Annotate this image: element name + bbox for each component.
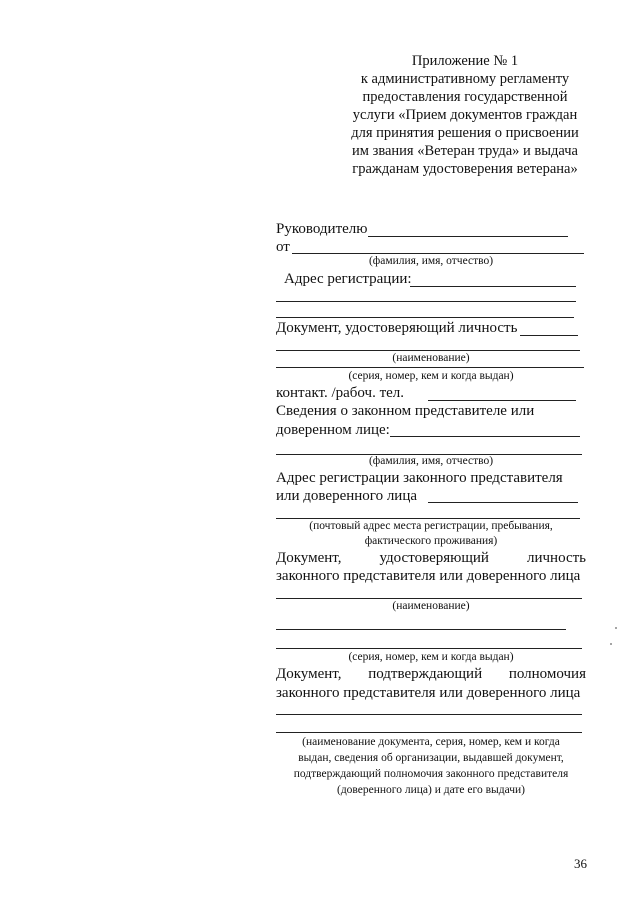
rep-info-label: Сведения о законном представителе или xyxy=(276,403,535,419)
header-line: услуги «Прием документов граждан xyxy=(352,107,578,123)
rep-address-line[interactable] xyxy=(428,502,578,503)
caption-fio-2: (фамилия, имя, отчество) xyxy=(368,455,494,467)
caption-postal-2: фактического проживания) xyxy=(364,535,498,547)
word: Документ, xyxy=(276,666,342,682)
auth-doc-line[interactable] xyxy=(276,714,582,715)
caption-auth-4: (доверенного лица) и дате его выдачи) xyxy=(337,784,525,796)
rep-id-doc-label-2: законного представителя или доверенного лица xyxy=(276,568,581,584)
caption-postal: (почтовый адрес места регистрации, пребывания, xyxy=(309,520,553,532)
word: личность xyxy=(526,550,586,566)
auth-doc-label xyxy=(276,666,586,683)
rep-address-line-2[interactable] xyxy=(276,518,580,519)
caption-auth-2: выдан, сведения об организации, выдавшей документ, xyxy=(298,752,564,764)
reg-address-line-3[interactable] xyxy=(276,317,574,318)
id-doc-line-2[interactable] xyxy=(276,350,580,351)
header-line: для принятия решения о присвоении xyxy=(351,125,579,141)
page-number: 36 xyxy=(574,856,587,871)
id-series-line[interactable] xyxy=(276,367,584,368)
caption-auth: (наименование документа, серия, номер, кем и когда xyxy=(302,736,560,748)
reg-address-label: Адрес регистрации: xyxy=(284,271,412,287)
word: Документ, xyxy=(276,550,342,566)
from-line[interactable] xyxy=(292,253,584,254)
caption-series-2: (серия, номер, кем и когда выдан) xyxy=(348,651,514,663)
word: подтверждающий xyxy=(368,666,483,682)
rep-id-series-line-2[interactable] xyxy=(276,648,582,649)
to-head-label: Руководителю xyxy=(276,221,368,237)
id-doc-label: Документ, удостоверяющий личность xyxy=(276,320,518,336)
caption-series: (серия, номер, кем и когда выдан) xyxy=(348,370,514,382)
word: полномочия xyxy=(508,666,586,682)
id-doc-line[interactable] xyxy=(520,335,578,336)
auth-doc-line-2[interactable] xyxy=(276,732,582,733)
rep-address-label: Адрес регистрации законного представителя xyxy=(276,470,563,486)
phone-label: контакт. /рабоч. тел. xyxy=(276,385,405,401)
caption-auth-3: подтверждающий полномочия законного представителя xyxy=(293,768,569,780)
phone-line[interactable] xyxy=(428,400,576,401)
header-line: предоставления государственной xyxy=(362,89,568,105)
header-line: гражданам удостоверения ветерана» xyxy=(352,161,578,177)
rep-address-label-2: или доверенного лица xyxy=(276,488,418,504)
caption-fio: (фамилия, имя, отчество) xyxy=(368,255,494,267)
header-line: Приложение № 1 xyxy=(411,53,519,69)
header-line: им звания «Ветеран труда» и выдача xyxy=(352,143,578,159)
rep-id-doc-label xyxy=(276,550,586,567)
appendix-header xyxy=(330,52,600,178)
rep-id-doc-line[interactable] xyxy=(276,598,582,599)
head-name-line[interactable] xyxy=(368,236,568,237)
header-line: к административному регламенту xyxy=(360,71,570,87)
reg-address-line[interactable] xyxy=(410,286,576,287)
auth-doc-label-2: законного представителя или доверенного лица xyxy=(276,685,581,701)
from-label: от xyxy=(276,239,290,255)
rep-info-label-2: доверенном лице: xyxy=(276,422,390,438)
scan-speck xyxy=(615,627,617,629)
reg-address-line-2[interactable] xyxy=(276,301,576,302)
caption-name-2: (наименование) xyxy=(392,600,470,612)
caption-name: (наименование) xyxy=(392,352,470,364)
rep-info-line[interactable] xyxy=(390,436,580,437)
word: удостоверяющий xyxy=(379,550,489,566)
rep-id-series-line[interactable] xyxy=(276,629,566,630)
scan-speck xyxy=(610,643,612,645)
